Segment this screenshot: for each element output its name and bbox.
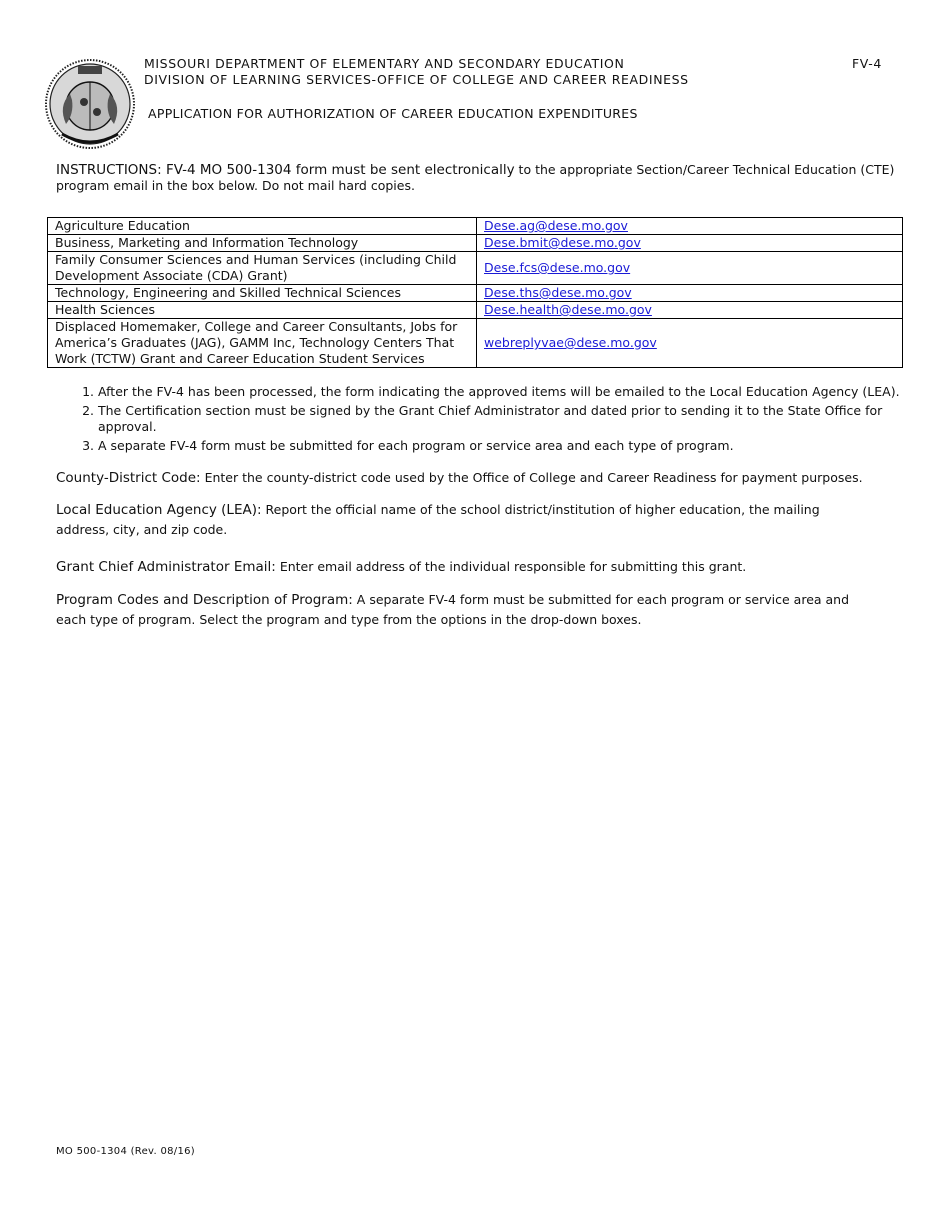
program-name: Health Sciences — [48, 302, 477, 319]
program-name: Agriculture Education — [48, 218, 477, 235]
program-email-cell — [477, 235, 903, 252]
department-name: MISSOURI DEPARTMENT OF ELEMENTARY AND SECONDARY EDUCATION — [144, 56, 625, 71]
definition-term: Program Codes and Description of Program: — [56, 592, 353, 608]
instructions-text: to the appropriate Section/Career Technical Education (CTE) program email in the box below. Do not mail hard copies. — [56, 162, 895, 193]
program-email-cell — [477, 302, 903, 319]
program-email-link[interactable]: Dese.ths@dese.mo.gov — [484, 285, 632, 300]
form-title: APPLICATION FOR AUTHORIZATION OF CAREER EDUCATION EXPENDITURES — [148, 106, 638, 121]
definition-text: Enter email address of the individual responsible for submitting this grant. — [275, 559, 747, 574]
program-codes-definition — [56, 590, 866, 630]
program-email-link[interactable]: Dese.ag@dese.mo.gov — [484, 218, 628, 233]
table-row — [48, 235, 903, 252]
table-row — [48, 319, 903, 368]
program-email-link[interactable]: webreplyvae@dese.mo.gov — [484, 335, 657, 350]
grant-admin-email-definition — [56, 557, 866, 577]
division-name: DIVISION OF LEARNING SERVICES-OFFICE OF COLLEGE AND CAREER READINESS — [144, 72, 689, 87]
state-seal-image — [44, 54, 136, 154]
table-row — [48, 302, 903, 319]
notes-list — [56, 384, 918, 457]
program-name: Family Consumer Sciences and Human Services (including Child Development Associate (CDA) Grant) — [48, 252, 477, 285]
table-row — [48, 285, 903, 302]
county-district-code-definition — [56, 468, 866, 488]
note-item: 3. A separate FV-4 form must be submitted for each program or service area and each type of program. — [98, 438, 918, 454]
program-email-cell — [477, 252, 903, 285]
definition-text: Enter the county-district code used by the Office of College and Career Readiness for payment purposes. — [200, 470, 863, 485]
table-row — [48, 252, 903, 285]
program-email-cell — [477, 285, 903, 302]
program-email-cell — [477, 218, 903, 235]
instructions — [56, 162, 896, 194]
definition-term: County-District Code: — [56, 470, 201, 486]
program-name: Business, Marketing and Information Technology — [48, 235, 477, 252]
program-name: Displaced Homemaker, College and Career Consultants, Jobs for America’s Graduates (JAG), GAMM Inc, Technology Centers That Work (TCTW) Grant and Career Education Student Services — [48, 319, 477, 368]
program-email-link[interactable]: Dese.bmit@dese.mo.gov — [484, 235, 641, 250]
program-email-link[interactable]: Dese.health@dese.mo.gov — [484, 302, 652, 317]
definition-term: Local Education Agency (LEA): — [56, 502, 262, 518]
lea-definition — [56, 500, 866, 540]
program-email-table — [47, 217, 903, 368]
program-email-cell — [477, 319, 903, 368]
form-id: FV-4 — [852, 56, 882, 71]
instructions-lead: INSTRUCTIONS: FV-4 MO 500-1304 form must be sent electronically — [56, 162, 515, 178]
note-item: 1. After the FV-4 has been processed, the form indicating the approved items will be emailed to the Local Education Agency (LEA). — [98, 384, 918, 400]
program-email-link[interactable]: Dese.fcs@dese.mo.gov — [484, 260, 631, 275]
note-item: 2. The Certification section must be signed by the Grant Chief Administrator and dated prior to sending it to the State Office for approval. — [98, 403, 918, 435]
definition-term: Grant Chief Administrator Email: — [56, 559, 276, 575]
form-number-footer: MO 500-1304 (Rev. 08/16) — [56, 1146, 195, 1157]
definition-text: A separate FV-4 form must be submitted for each program or service area and each type of program. Select the program and type from the options in the drop-down boxes. — [56, 592, 850, 627]
definition-text: Report the official name of the school district/institution of higher education, the mailing address, city, and zip code. — [56, 502, 820, 537]
program-name: Technology, Engineering and Skilled Technical Sciences — [48, 285, 477, 302]
table-row — [48, 218, 903, 235]
